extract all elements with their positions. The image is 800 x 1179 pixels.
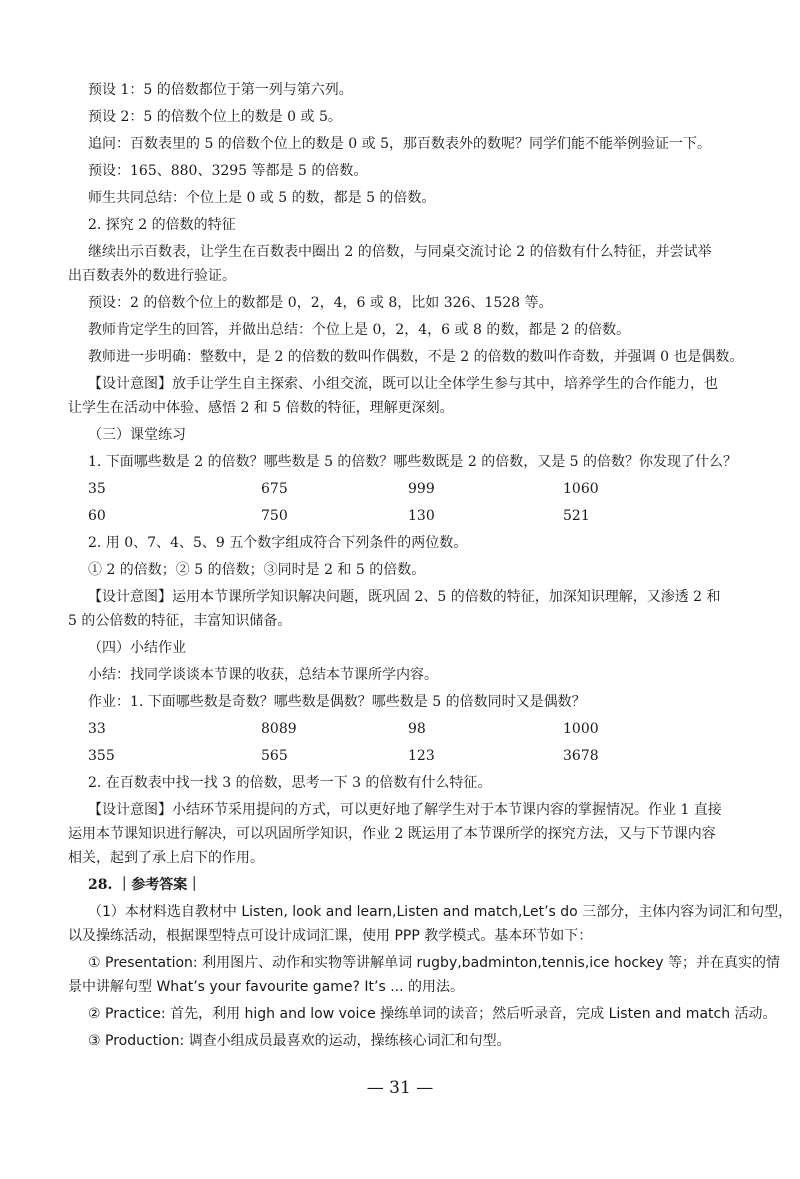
design-intent: 让学生在活动中体验、感悟 2 和 5 倍数的特征，理解更深刻。: [68, 400, 454, 416]
design-intent: 【设计意图】运用本节课所学知识解决问题，既巩固 2、5 的倍数的特征，加深知识理解，又渗透 2 和: [88, 589, 721, 605]
question-line: 2. 在百数表中找一找 3 的倍数，思考一下 3 的倍数有什么特征。: [88, 775, 492, 791]
number-cell: 565: [261, 748, 288, 764]
text-line: 师生共同总结：个位上是 0 或 5 的数，都是 5 的倍数。: [88, 190, 436, 206]
question-line: 1. 下面哪些数是 2 的倍数？哪些数是 5 的倍数？哪些数既是 2 的倍数，又是 5 的倍数？你发现了什么？: [88, 454, 738, 470]
text-line: 预设 2：5 的倍数个位上的数是 0 或 5。: [88, 109, 342, 125]
answer-line: 以及操练活动，根据课型特点可设计成词汇课，使用 PPP 教学模式。基本环节如下：: [68, 928, 593, 944]
page-number: — 31 —: [366, 1078, 434, 1098]
number-cell: 8089: [261, 721, 297, 737]
number-cell: 98: [408, 721, 426, 737]
text-line: 预设 1：5 的倍数都位于第一列与第六列。: [88, 82, 353, 98]
number-cell: 521: [563, 508, 590, 524]
design-intent: 【设计意图】小结环节采用提问的方式，可以更好地了解学生对于本节课内容的掌握情况。作业 1 直接: [88, 802, 722, 818]
text-line: ① 2 的倍数；② 5 的倍数；③同时是 2 和 5 的倍数。: [88, 562, 426, 578]
number-cell: 355: [88, 748, 115, 764]
answer-line: ② Practice: 首先，利用 high and low voice 操练单词的读音；然后听录音，完成 Listen and match 活动。: [88, 1006, 777, 1022]
text-line: 继续出示百数表，让学生在百数表中圈出 2 的倍数，与同桌交流讨论 2 的倍数有什么特征，并尝试举: [88, 244, 712, 260]
number-cell: 123: [408, 748, 435, 764]
design-intent: 相关，起到了承上启下的作用。: [68, 850, 264, 866]
text-line: 小结：找同学谈谈本节课的收获，总结本节课所学内容。: [88, 667, 438, 683]
text-line: 教师肯定学生的回答，并做出总结：个位上是 0，2，4，6 或 8 的数，都是 2 的倍数。: [88, 322, 631, 338]
number-row: [68, 506, 740, 526]
text-line: 教师进一步明确：整数中，是 2 的倍数的数叫作偶数，不是 2 的倍数的数叫作奇数，并强调 0 也是偶数。: [88, 349, 744, 365]
answer-line: ① Presentation: 利用图片、动作和实物等讲解单词 rugby,badminton,tennis,ice hockey 等；并在真实的情: [88, 955, 781, 971]
text-line: 预设：165、880、3295 等都是 5 的倍数。: [88, 163, 368, 179]
answer-heading: 28. ｜参考答案｜: [88, 877, 202, 893]
section-heading: 2. 探究 2 的倍数的特征: [88, 217, 236, 233]
answer-line: （1）本材料选自教材中 Listen, look and learn,Listen and match,Let’s do 三部分，主体内容为词汇和句型，: [88, 904, 793, 920]
page-content: [68, 80, 793, 1058]
number-cell: 999: [408, 481, 435, 497]
number-row: [68, 719, 740, 739]
number-cell: 60: [88, 508, 106, 524]
question-line: 作业：1. 下面哪些数是奇数？哪些数是偶数？哪些数是 5 的倍数同时又是偶数？: [88, 694, 586, 710]
number-cell: 675: [261, 481, 288, 497]
number-row: [68, 479, 740, 499]
number-cell: 130: [408, 508, 435, 524]
question-line: 2. 用 0、7、4、5、9 五个数字组成符合下列条件的两位数。: [88, 535, 468, 551]
answer-line: 景中讲解句型 What’s your favourite game? It’s ... 的用法。: [68, 979, 464, 995]
answer-line: ③ Production: 调查小组成员最喜欢的运动，操练核心词汇和句型。: [88, 1033, 511, 1049]
design-intent: 5 的公倍数的特征，丰富知识储备。: [68, 613, 292, 629]
number-cell: 1060: [563, 481, 599, 497]
number-cell: 35: [88, 481, 106, 497]
design-intent: 【设计意图】放手让学生自主探索、小组交流，既可以让全体学生参与其中，培养学生的合作能力，也: [88, 376, 718, 392]
text-line: 追问：百数表里的 5 的倍数个位上的数是 0 或 5，那百数表外的数呢？同学们能不能举例验证一下。: [88, 136, 711, 152]
design-intent: 运用本节课知识进行解决，可以巩固所学知识，作业 2 既运用了本节课所学的探究方法，又与下节课内容: [68, 826, 716, 842]
text-line: 出百数表外的数进行验证。: [68, 268, 236, 284]
text-line: 预设：2 的倍数个位上的数都是 0，2，4，6 或 8，比如 326、1528 等。: [88, 295, 553, 311]
number-cell: 1000: [563, 721, 599, 737]
number-row: [68, 746, 740, 766]
number-cell: 33: [88, 721, 106, 737]
section-heading: （四）小结作业: [88, 640, 186, 656]
section-heading: （三）课堂练习: [88, 427, 186, 443]
number-cell: 750: [261, 508, 288, 524]
number-cell: 3678: [563, 748, 599, 764]
